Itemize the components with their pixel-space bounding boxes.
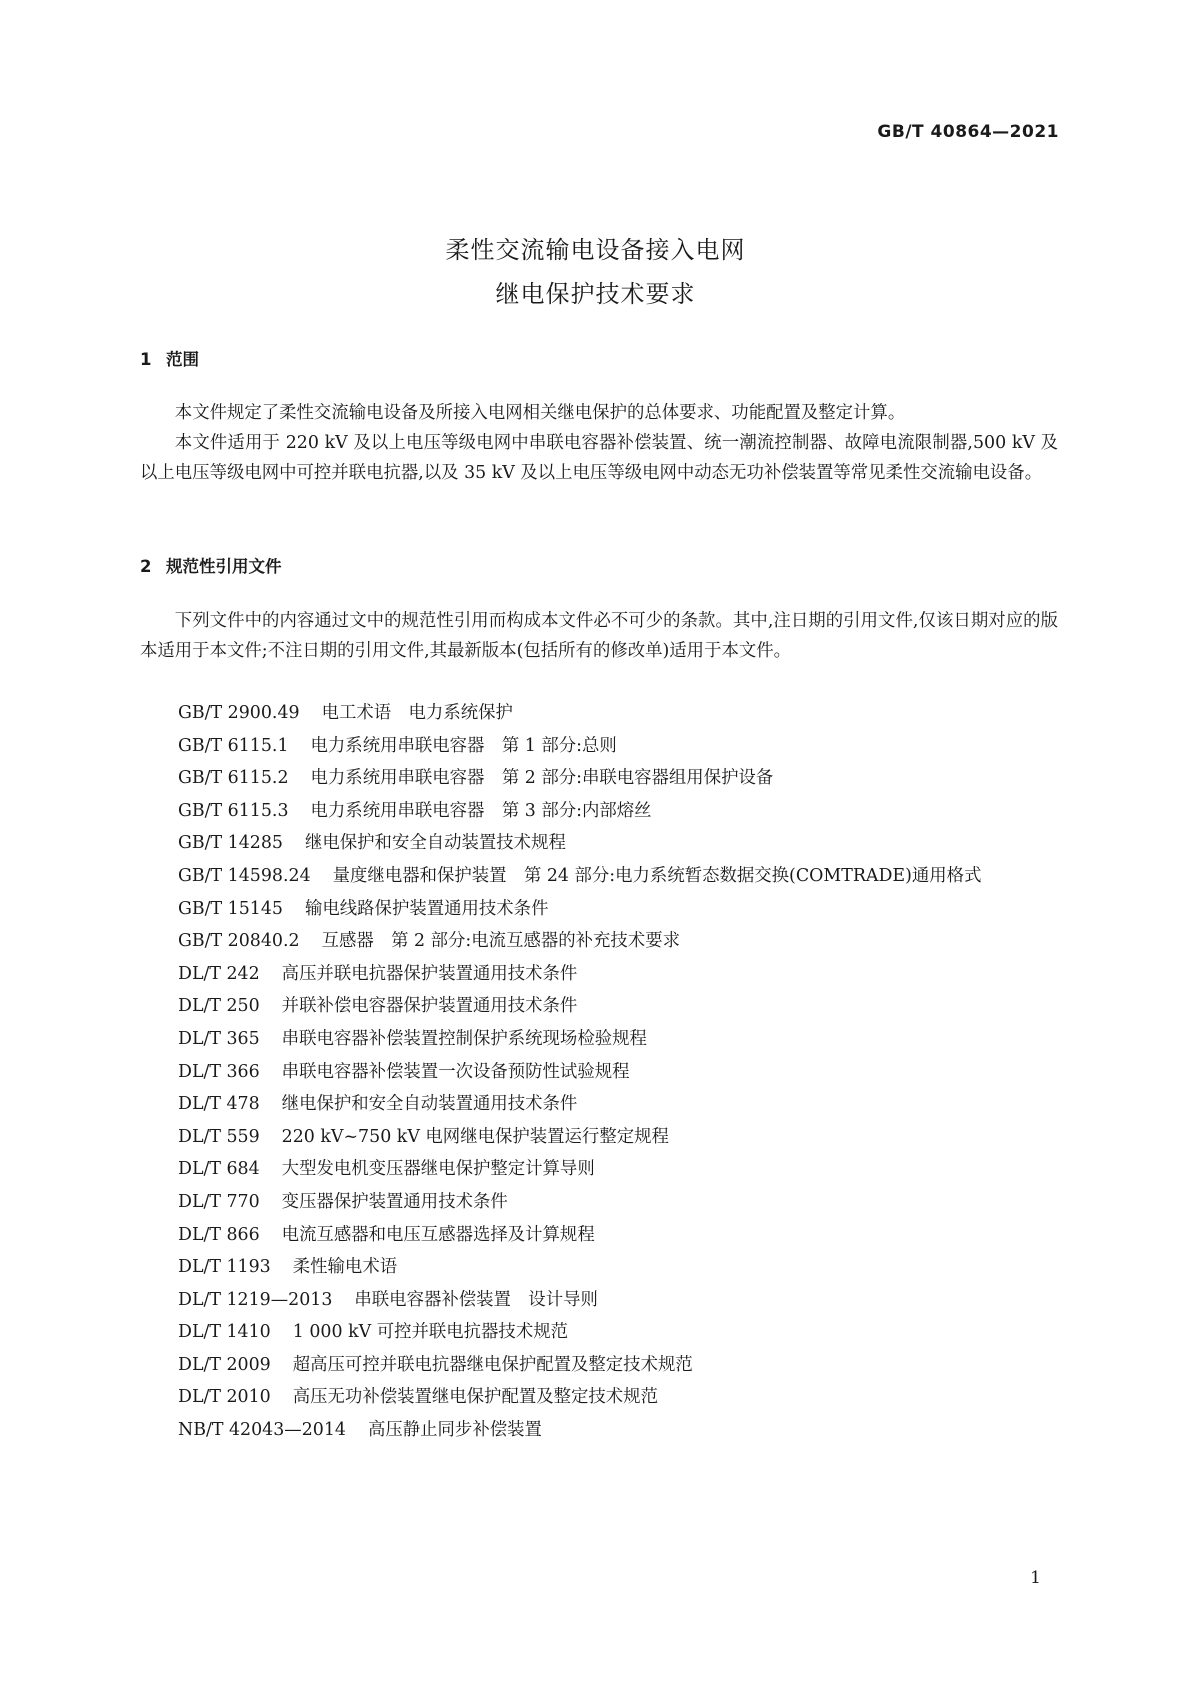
reference-item: DL/T 242 高压并联电抗器保护装置通用技术条件 xyxy=(178,963,578,984)
standard-code: GB/T 40864—2021 xyxy=(877,122,1059,142)
section-1-title: 范围 xyxy=(166,350,199,369)
reference-item: DL/T 365 串联电容器补偿装置控制保护系统现场检验规程 xyxy=(178,1028,647,1049)
reference-item: DL/T 2010 高压无功补偿装置继电保护配置及整定技术规范 xyxy=(178,1387,658,1408)
reference-item: DL/T 684 大型发电机变压器继电保护整定计算导则 xyxy=(178,1159,595,1180)
section-1-heading xyxy=(140,346,199,370)
scope-paragraph-2: 本文件适用于 220 kV 及以上电压等级电网中串联电容器补偿装置、统一潮流控制器、故障电流限制器,500 kV 及以上电压等级电网中可控并联电抗器,以及 35 kV 及以上电压等级电网中动态无功补偿装置等常见柔性交流输电设备。 xyxy=(140,433,1058,483)
reference-item: GB/T 6115.2 电力系统用串联电容器 第 2 部分:串联电容器组用保护设备 xyxy=(178,768,774,789)
document-title xyxy=(0,228,1191,316)
section-2-intro xyxy=(140,606,1058,666)
reference-item: GB/T 15145 输电线路保护装置通用技术条件 xyxy=(178,898,549,919)
section-1-body xyxy=(140,398,1058,488)
reference-item: DL/T 1410 1 000 kV 可控并联电抗器技术规范 xyxy=(178,1322,568,1343)
section-2-title: 规范性引用文件 xyxy=(166,557,282,576)
reference-item: GB/T 2900.49 电工术语 电力系统保护 xyxy=(178,703,513,723)
title-line-2: 继电保护技术要求 xyxy=(495,280,696,308)
title-line-1: 柔性交流输电设备接入电网 xyxy=(445,236,746,264)
reference-list xyxy=(140,697,1058,1447)
reference-item: GB/T 20840.2 互感器 第 2 部分:电流互感器的补充技术要求 xyxy=(178,931,680,952)
reference-item: DL/T 366 串联电容器补偿装置一次设备预防性试验规程 xyxy=(178,1061,630,1082)
reference-item: DL/T 250 并联补偿电容器保护装置通用技术条件 xyxy=(178,996,578,1017)
reference-item: NB/T 42043—2014 高压静止同步补偿装置 xyxy=(178,1420,542,1441)
reference-item: GB/T 14598.24 量度继电器和保护装置 第 24 部分:电力系统暂态数据交换(COMTRADE)通用格式 xyxy=(178,865,982,886)
reference-item: GB/T 6115.1 电力系统用串联电容器 第 1 部分:总则 xyxy=(178,735,617,756)
reference-item: DL/T 866 电流互感器和电压互感器选择及计算规程 xyxy=(178,1224,595,1245)
reference-item: DL/T 559 220 kV~750 kV 电网继电保护装置运行整定规程 xyxy=(178,1126,669,1147)
scope-paragraph-1: 本文件规定了柔性交流输电设备及所接入电网相关继电保护的总体要求、功能配置及整定计算。 xyxy=(174,403,906,423)
reference-item: DL/T 478 继电保护和安全自动装置通用技术条件 xyxy=(178,1094,578,1115)
reference-item: GB/T 14285 继电保护和安全自动装置技术规程 xyxy=(178,833,566,854)
reference-item: DL/T 770 变压器保护装置通用技术条件 xyxy=(178,1191,508,1212)
reference-item: DL/T 1219—2013 串联电容器补偿装置 设计导则 xyxy=(178,1289,598,1310)
page-number: 1 xyxy=(1030,1568,1041,1588)
section-2-heading xyxy=(140,553,282,577)
section-1-number: 1 xyxy=(140,350,152,369)
section-2-number: 2 xyxy=(140,557,152,576)
references-intro: 下列文件中的内容通过文中的规范性引用而构成本文件必不可少的条款。其中,注日期的引用文件,仅该日期对应的版本适用于本文件;不注日期的引用文件,其最新版本(包括所有的修改单)适用于本文件。 xyxy=(140,611,1058,661)
reference-item: DL/T 2009 超高压可控并联电抗器继电保护配置及整定技术规范 xyxy=(178,1354,693,1375)
reference-item: DL/T 1193 柔性输电术语 xyxy=(178,1257,398,1278)
reference-item: GB/T 6115.3 电力系统用串联电容器 第 3 部分:内部熔丝 xyxy=(178,800,652,821)
